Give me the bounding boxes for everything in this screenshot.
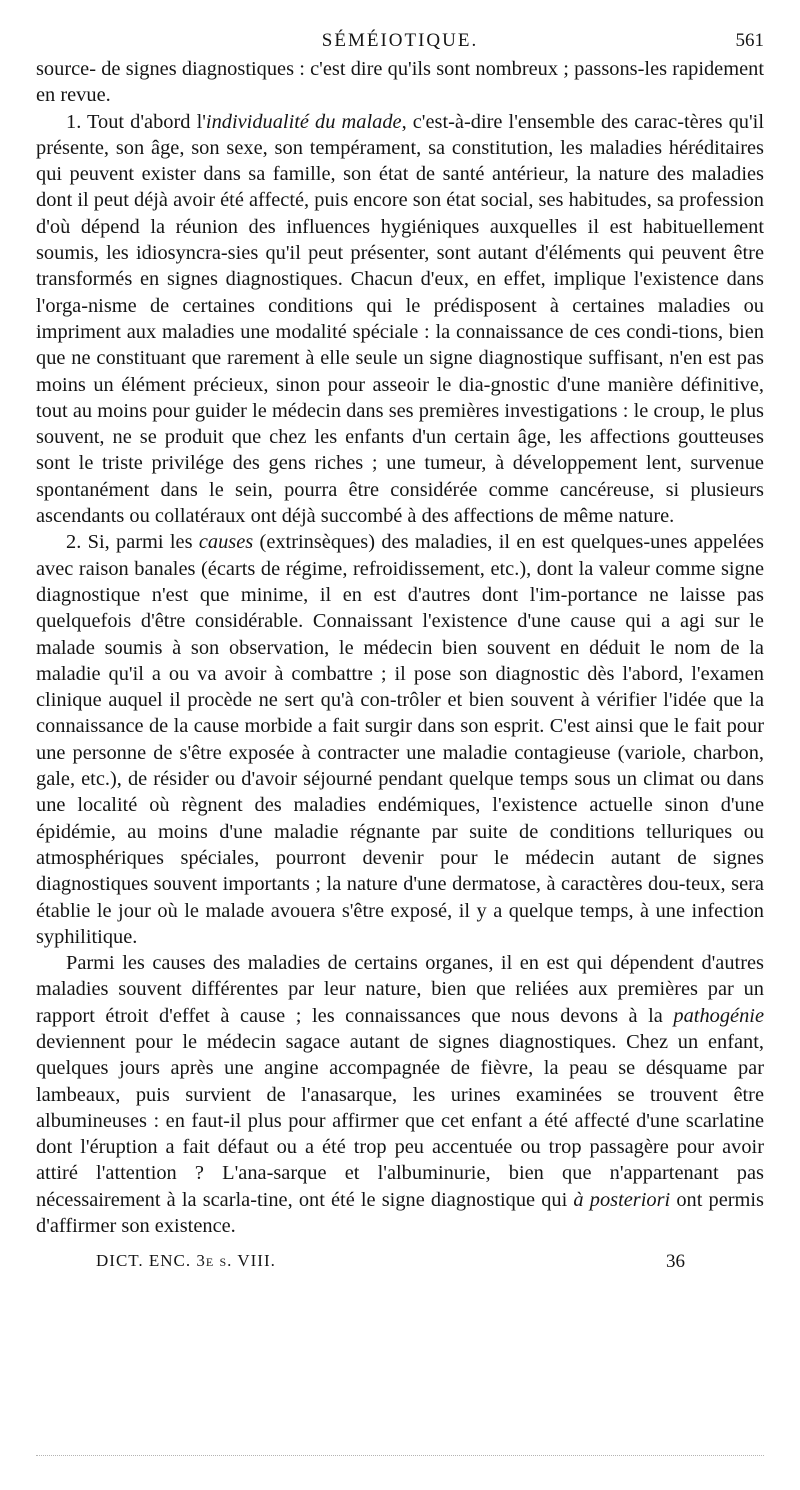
paragraph-text: (extrinsèques) des maladies, il en est quelques-unes appelées avec raison banales (écarts de régime, refroidissement, etc.), dont la valeur comme signe diagnostique n'est que minime, il en est d'autres dont l'im-portance ne laisse pas quelquefois d'être considérable. Connaissant l'existence d'une cause qui a agi sur le malade soumis à son observation, le médecin bien souvent en déduit le nom de la maladie qu'il a ou va avoir à combattre ; il pose son diagnostic dès l'abord, l'examen clinique auquel il procède ne sert qu'à con-trôler et bien souvent à vérifier l'idée que la connaissance de la cause morbide a fait surgir dans son esprit. C'est ainsi que le fait pour une personne de s'être exposée à contracter une maladie contagieuse (variole, charbon, gale, etc.), de résider ou d'avoir séjourné pendant quelque temps sous un climat ou dans une localité où règnent des maladies endémiques, l'existence actuelle sinon d'une épidémie, au moins d'une maladie régnante par suite de conditions telluriques ou atmosphériques spéciales, pourront devenir pour le médecin autant de signes diagnostiques souvent importants ; la nature d'une dermatose, à caractères dou-teux, sera établie le jour où le malade avouera s'être exposé, il y a quelque temps, à une infection syphilitique.: [36, 531, 764, 948]
paragraph-text: , c'est-à-dire l'ensemble des carac-tères qu'il présente, son âge, son sexe, son tempérament, sa constitution, les maladies héréditaires qui peuvent exister dans sa famille, son état de santé antérieur, la nature des maladies dont il peut déjà avoir été affecté, puis encore son état social, ses habitudes, sa profession d'où dépend la réunion des influences hygiéniques auxquelles il est habituellement soumis, les idiosyncra-sies qu'il peut présenter, sont autant d'éléments qui peuvent être transformés en signes diagnostiques. Chacun d'eux, en effet, implique l'existence dans l'orga-nisme de certaines conditions qui le prédisposent à certaines maladies ou impriment aux maladies une modalité spéciale : la connaissance de ces condi-tions, bien que ne constituant que rarement à elle seule un signe diagnostique suffisant, n'en est pas moins un élément précieux, sinon pour asseoir le dia-gnostic d'une manière définitive, tout au moins pour guider le médecin dans ses premières investigations : le croup, le plus souvent, ne se produit que chez les enfants d'un certain âge, les affections goutteuses sont le triste privilége des gens riches ; une tumeur, à développement lent, survenue spontanément dans le sein, pourra être considérée comme cancéreuse, si plusieurs ascendants ou collatéraux ont déjà succombé à des affections de même nature.: [36, 110, 764, 528]
paragraph-pathogenie: [36, 950, 764, 1239]
paragraph-text: Tout d'abord l': [81, 110, 206, 133]
paragraph-individualite: [36, 109, 764, 530]
paragraph-text: deviennent pour le médecin sagace autant de signes diagnostiques. Chez un enfant, quelques jours après une angine accompagnée de fièvre, la peau se désquame par lambeaux, puis survient de l'anasarque, les urines examinées se trouvent être albumineuses : en faut-il plus pour affirmer que cet enfant a été affecté d'une scarlatine dont l'éruption a fait défaut ou a été trop peu accentuée ou trop passagère pour avoir attiré l'attention ? L'ana-sarque et l'albuminurie, bien que n'appartenant pas nécessairement à la scarla-tine, ont été le signe diagnostique qui: [36, 1030, 764, 1211]
printer-signature: DICT. ENC. 3e s. VIII.: [96, 1251, 276, 1271]
paragraph-text: Parmi les causes des maladies de certains organes, il en est qui dépendent d'autres maladies souvent différentes par leur nature, bien que reliées aux premières par un rapport étroit d'effet à cause ; les connaissances que nous devons à la: [36, 952, 764, 1027]
paragraph-text: ont permis d'affirmer son existence.: [36, 1188, 764, 1238]
emphasis-individualite: individualité du malade: [205, 110, 402, 133]
paragraph-text: Si, parmi les: [81, 531, 199, 554]
paragraph-continuation: [36, 56, 764, 109]
paragraph-number: 2.: [66, 531, 82, 554]
book-page: [36, 26, 764, 1291]
scan-edge-dots: [36, 1455, 764, 1457]
body-text: [36, 56, 764, 1239]
paragraph-text: source- de signes diagnostiques : c'est dire qu'ils sont nombreux ; passons-les rapidement en revue.: [36, 58, 764, 107]
paragraph-number: 1.: [66, 110, 82, 133]
emphasis-pathogenie: pathogénie: [673, 1004, 764, 1027]
paragraph-causes: [36, 529, 764, 950]
emphasis-a-posteriori: à posteriori: [573, 1188, 671, 1211]
signature-number: 36: [666, 1251, 685, 1273]
signature-line: [36, 1251, 764, 1291]
running-head: [36, 26, 764, 56]
emphasis-causes: causes: [198, 531, 254, 554]
running-title: SÉMÉIOTIQUE.: [321, 30, 479, 51]
page-number: 561: [735, 30, 764, 51]
